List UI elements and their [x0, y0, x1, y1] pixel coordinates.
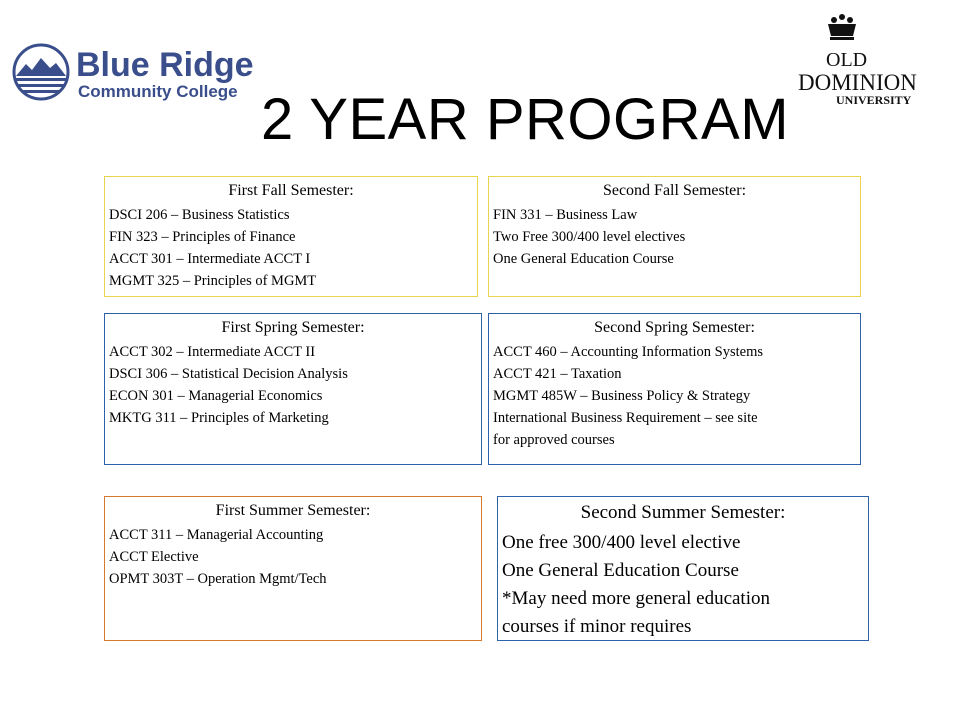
second-spring-semester-box [488, 313, 861, 465]
course-line: *May need more general education [502, 588, 770, 609]
course-line: ACCT 460 – Accounting Information Systems [493, 344, 763, 360]
course-line: MGMT 325 – Principles of MGMT [109, 273, 317, 289]
course-line: ACCT 311 – Managerial Accounting [109, 527, 324, 543]
brcc-name-line1: Blue Ridge [76, 46, 254, 84]
course-line: for approved courses [493, 432, 615, 448]
course-line: courses if minor requires [502, 616, 692, 637]
course-line: FIN 323 – Principles of Finance [109, 229, 296, 245]
course-line: One General Education Course [502, 560, 739, 581]
course-line: ACCT 302 – Intermediate ACCT II [109, 344, 316, 360]
brcc-name-line2: Community College [78, 82, 238, 101]
course-line: ACCT 301 – Intermediate ACCT I [109, 251, 311, 267]
course-line: One General Education Course [493, 251, 674, 267]
second-spring-heading: Second Spring Semester: [594, 319, 755, 336]
course-line: ACCT 421 – Taxation [493, 366, 622, 382]
first-spring-semester-box [104, 313, 482, 465]
first-summer-heading: First Summer Semester: [215, 502, 371, 519]
first-spring-heading: First Spring Semester: [221, 319, 365, 336]
course-line: ACCT Elective [109, 549, 199, 565]
second-fall-semester-box [488, 176, 861, 297]
odu-university: UNIVERSITY [836, 93, 912, 107]
first-summer-semester-box [104, 496, 482, 641]
second-fall-heading: Second Fall Semester: [602, 182, 747, 199]
odu-dominion: DOMINION [798, 70, 917, 95]
course-line: DSCI 306 – Statistical Decision Analysis [109, 366, 348, 382]
course-line: Two Free 300/400 level electives [493, 229, 686, 245]
course-line: MKTG 311 – Principles of Marketing [109, 410, 329, 426]
odu-old: OLD [826, 49, 868, 71]
course-line: FIN 331 – Business Law [493, 207, 638, 223]
course-line: ECON 301 – Managerial Economics [109, 388, 323, 404]
course-line: DSCI 206 – Business Statistics [109, 207, 290, 223]
course-line: OPMT 303T – Operation Mgmt/Tech [109, 571, 327, 587]
first-fall-heading: First Fall Semester: [228, 182, 354, 199]
first-fall-semester-box [104, 176, 478, 297]
course-line: One free 300/400 level elective [502, 532, 741, 553]
course-line: MGMT 485W – Business Policy & Strategy [493, 388, 751, 404]
second-summer-heading: Second Summer Semester: [580, 502, 786, 523]
course-line: International Business Requirement – see site [493, 410, 758, 426]
second-summer-semester-box [497, 496, 869, 641]
page-title: 2 YEAR PROGRAM [260, 87, 790, 152]
